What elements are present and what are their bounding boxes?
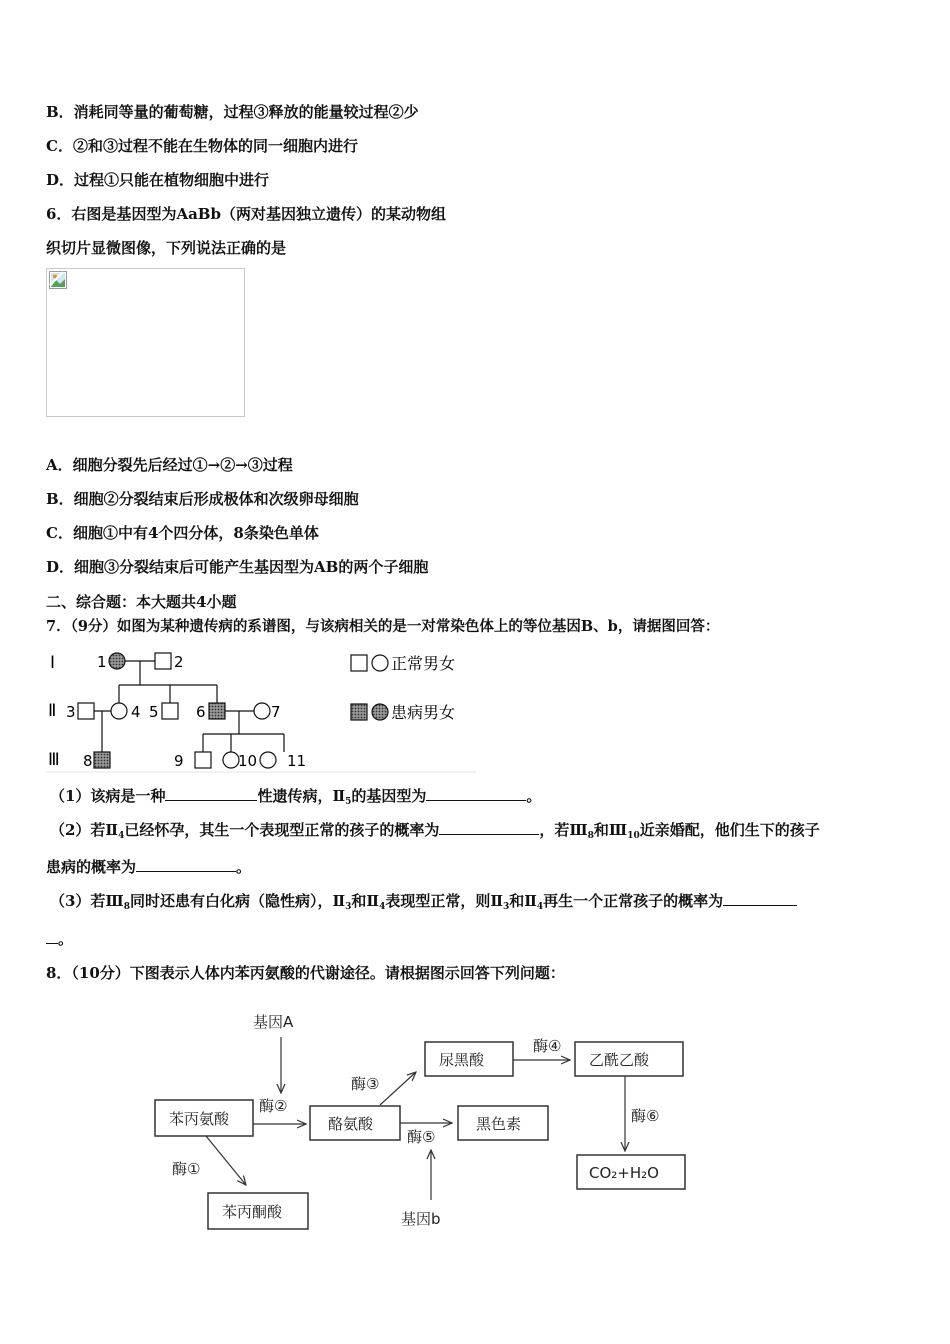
broken-image-placeholder — [46, 268, 245, 417]
q7-part2-line1: （2）若$Ⅱ_4$已经怀孕，其生一个表现型正常的孩子的概率为 ，若$Ⅲ_8$和$Ⅲ_{10}$近亲婚配，他们生下的孩子 — [50, 821, 820, 841]
legend-normal-male — [351, 655, 367, 671]
individual-4-normal-female — [111, 703, 127, 719]
gene-b-label: 基因b — [401, 1210, 441, 1228]
tyrosine-label: 酪氨酸 — [328, 1115, 374, 1133]
num-5: 5 — [149, 703, 159, 721]
q6-option-b: B．细胞②分裂结束后形成极体和次级卵母细胞 — [46, 490, 359, 508]
gen-label-3: Ⅲ — [48, 750, 60, 770]
arrow-phe-ppa — [206, 1136, 246, 1185]
gen-label-2: Ⅱ — [48, 701, 57, 721]
q6-option-a: A．细胞分裂先后经过①→②→③过程 — [46, 456, 293, 474]
q5-option-b: B．消耗同等量的葡萄糖，过程③释放的能量较过程②少 — [46, 103, 419, 121]
num-11: 11 — [287, 752, 307, 770]
co2-h2o-label: CO₂+H₂O — [589, 1164, 659, 1182]
num-3: 3 — [66, 703, 76, 721]
num-6: 6 — [196, 703, 206, 721]
enzyme-4-label: 酶④ — [533, 1037, 562, 1055]
phenylalanine-label: 苯丙氨酸 — [169, 1110, 230, 1128]
individual-10-normal-female — [223, 752, 239, 768]
individual-2-normal-male — [155, 653, 171, 669]
legend-affected-label: 患病男女 — [391, 703, 456, 722]
individual-3-normal-male — [78, 703, 94, 719]
enzyme-5-label: 酶⑤ — [407, 1128, 436, 1146]
num-9: 9 — [174, 752, 184, 770]
individual-7-normal-female — [254, 703, 270, 719]
section-heading: 二、综合题：本大题共4小题 — [46, 593, 237, 611]
broken-image-icon — [49, 271, 67, 289]
legend-normal-label: 正常男女 — [391, 654, 456, 673]
legend-affected-male — [351, 704, 367, 720]
q7-part3-line2: 。 — [46, 929, 73, 949]
num-8: 8 — [83, 752, 93, 770]
q7-part1: （1）该病是一种 性遗传病，$Ⅱ_5$的基因型为 。 — [50, 787, 542, 807]
individual-1-affected-female — [109, 653, 125, 669]
individual-9-normal-male — [195, 752, 211, 768]
q7-stem: 7．（9分）如图为某种遗传病的系谱图，与该病相关的是一对常染色体上的等位基因B、b，请据图回答： — [46, 618, 720, 635]
enzyme-3-label: 酶③ — [351, 1075, 380, 1093]
homogentisic-acid-label: 尿黑酸 — [439, 1051, 485, 1069]
gene-a-label: 基因A — [253, 1013, 294, 1031]
enzyme-1-label: 酶① — [172, 1160, 201, 1178]
legend-affected-female — [372, 704, 388, 720]
q5-option-d: D．过程①只能在植物细胞中进行 — [46, 171, 270, 189]
metabolic-pathway-diagram — [150, 1005, 695, 1235]
num-10: 10 — [238, 752, 258, 770]
pedigree-legend — [348, 650, 488, 730]
num-2: 2 — [174, 653, 184, 671]
q6-option-d: D．细胞③分裂结束后可能产生基因型为AB的两个子细胞 — [46, 558, 429, 576]
q6-option-c: C．细胞①中有4个四分体，8条染色单体 — [46, 524, 319, 542]
gen-label-1: Ⅰ — [50, 653, 56, 673]
phenylpyruvic-acid-label: 苯丙酮酸 — [222, 1203, 283, 1221]
q6-stem-line1: 6．右图是基因型为AaBb（两对基因独立遗传）的某动物组 — [46, 205, 446, 223]
num-7: 7 — [271, 703, 281, 721]
q6-stem-line2: 织切片显微图像，下列说法正确的是 — [46, 239, 287, 257]
q7-part3-line1: （3）若$Ⅲ_8$同时还患有白化病（隐性病），$Ⅱ_3$和$Ⅱ_4$表现型正常，则$Ⅱ_3$和$Ⅱ_4$再生一个正常孩子的概率为 — [50, 891, 797, 917]
acetoacetic-acid-label: 乙酰乙酸 — [589, 1051, 650, 1069]
individual-5-normal-male — [162, 703, 178, 719]
individual-6-affected-male — [209, 703, 225, 719]
enzyme-2-label: 酶② — [259, 1097, 288, 1115]
legend-normal-female — [372, 655, 388, 671]
enzyme-6-label: 酶⑥ — [631, 1107, 660, 1125]
num-1: 1 — [97, 653, 107, 671]
individual-8-affected-male — [94, 752, 110, 768]
individual-11-normal-female — [260, 752, 276, 768]
melanin-label: 黑色素 — [476, 1115, 522, 1133]
num-4: 4 — [131, 703, 141, 721]
q5-option-c: C．②和③过程不能在生物体的同一细胞内进行 — [46, 137, 358, 155]
q7-part2-line2: 患病的概率为 。 — [46, 858, 252, 876]
q8-stem: 8．（10分）下图表示人体内苯丙氨酸的代谢途径。请根据图示回答下列问题： — [46, 964, 565, 982]
arrow-tyr-hga — [380, 1072, 416, 1105]
